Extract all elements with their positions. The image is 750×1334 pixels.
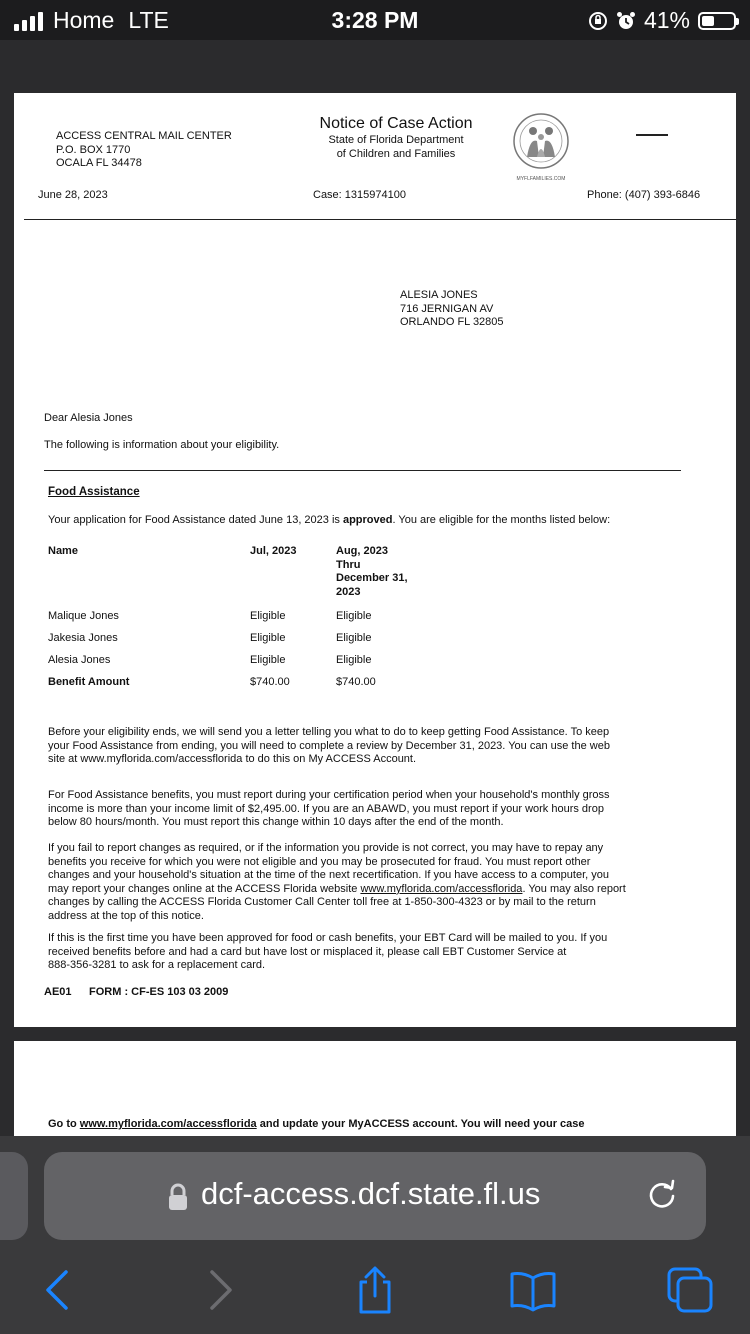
sender-line: ACCESS CENTRAL MAIL CENTER — [56, 130, 232, 142]
form-id: FORM : CF-ES 103 03 2009 — [89, 986, 229, 998]
row-name: Jakesia Jones — [48, 632, 118, 644]
para-line: address at the top of this notice. — [48, 909, 204, 922]
header-dash — [636, 134, 668, 136]
ebt-card-paragraph — [48, 932, 607, 973]
para-line: benefits you receive for which you were not eligible and you may be prosecuted for fraud. You must report other — [48, 855, 591, 868]
network-label: LTE — [128, 7, 169, 33]
para-line: If this is the first time you have been approved for food or cash benefits, your EBT Card will be mailed to you. If you — [48, 932, 608, 944]
notice-header — [304, 114, 488, 161]
approval-before: Your application for Food Assistance dated June 13, 2023 is — [48, 514, 343, 526]
col-header-line: 2023 — [336, 585, 361, 598]
para-text: may report your changes online at the ACCESS Florida website — [48, 882, 361, 895]
forward-icon[interactable] — [196, 1266, 244, 1314]
form-code: AE01 — [44, 986, 72, 998]
lock-icon — [168, 1183, 188, 1211]
para-text: . You may also report — [522, 882, 626, 895]
col-header-line: Thru — [336, 558, 361, 571]
row-aug: Eligible — [336, 610, 372, 622]
row-aug: Eligible — [336, 654, 372, 666]
fraud-warning-paragraph — [48, 842, 626, 924]
col-header-aug — [336, 545, 408, 599]
approval-status: approved — [342, 514, 393, 526]
url-text: dcf-access.dcf.state.fl.us — [201, 1176, 541, 1211]
row-name: Malique Jones — [48, 610, 119, 622]
para-line: If you fail to report changes as required, or if the information you provide is not correct, you may have to repay any — [48, 842, 604, 854]
back-icon[interactable] — [34, 1266, 82, 1314]
greeting: Dear Alesia Jones — [44, 412, 133, 424]
page2-text-after: and update your MyACCESS account. You will need your case — [256, 1118, 585, 1130]
row-jul: Eligible — [250, 610, 286, 622]
dcf-seal-logo — [506, 111, 576, 182]
address-field[interactable] — [44, 1152, 706, 1240]
page2-text — [48, 1118, 585, 1132]
para-line: income is more than your income limit of $2,495.00. If you are an ABAWD, you must report if your work hours drop — [48, 802, 604, 815]
reload-icon[interactable] — [644, 1176, 680, 1212]
page2-text-before: Go to — [48, 1118, 80, 1130]
row-jul: Eligible — [250, 654, 286, 666]
logo-caption: MYFLFAMILIES.COM — [516, 175, 566, 182]
notice-date: June 28, 2023 — [38, 189, 108, 201]
status-bar — [0, 0, 750, 40]
notice-title: Notice of Case Action — [319, 115, 473, 132]
col-header-name: Name — [48, 545, 78, 557]
col-header-line: December 31, — [336, 572, 408, 585]
para-line: changes by calling the ACCESS Florida Customer Call Center toll free at 1-850-300-4323 or by mail to the return — [48, 896, 596, 909]
para-line: below 80 hours/month. You must report this change within 10 days after the end of the month. — [48, 816, 504, 829]
income-reporting-paragraph — [48, 789, 610, 830]
accessflorida-link[interactable]: www.myflorida.com/accessflorida — [360, 882, 523, 895]
recipient-line: 716 JERNIGAN AV — [400, 302, 494, 315]
para-line: received benefits before and had a card but have lost or misplaced it, please call EBT Customer Service at — [48, 945, 567, 958]
bookmarks-icon[interactable] — [509, 1266, 557, 1314]
para-line: changes and your household's situation at the time of the next recertification. If you have access to a computer, you — [48, 869, 609, 882]
para-line: Before your eligibility ends, we will send you a letter telling you what to do to keep getting Food Assistance. To keep — [48, 726, 610, 738]
benefit-jul: $740.00 — [250, 676, 290, 688]
benefit-aug: $740.00 — [336, 676, 376, 688]
previous-tab-preview[interactable] — [0, 1152, 28, 1240]
approval-text — [48, 514, 610, 528]
recipient-line: ALESIA JONES — [400, 289, 478, 301]
renewal-paragraph — [48, 726, 610, 767]
para-line: For Food Assistance benefits, you must report during your certification period when your household's monthly gross — [48, 789, 610, 801]
document-page-1 — [14, 93, 736, 1027]
sender-line: P.O. BOX 1770 — [56, 143, 131, 156]
para-line: 888-356-3281 to ask for a replacement card. — [48, 959, 266, 972]
section-divider — [44, 470, 681, 471]
share-icon[interactable] — [351, 1266, 399, 1314]
carrier-label: Home — [53, 7, 115, 33]
agency-line: State of Florida Department — [328, 134, 464, 146]
col-header-jul: Jul, 2023 — [250, 545, 297, 557]
para-line — [48, 883, 626, 897]
benefit-label: Benefit Amount — [48, 676, 130, 688]
recipient-address — [400, 289, 504, 330]
case-number: Case: 1315974100 — [313, 189, 406, 201]
row-jul: Eligible — [250, 632, 286, 644]
page2-link[interactable]: www.myflorida.com/accessflorida — [79, 1118, 257, 1130]
header-divider — [24, 219, 736, 220]
battery-icon — [698, 12, 736, 30]
approval-after: . You are eligible for the months listed below: — [392, 514, 611, 526]
phone-number: Phone: (407) 393-6846 — [587, 189, 701, 201]
battery-percent: 41% — [643, 7, 690, 33]
tabs-icon[interactable] — [666, 1266, 714, 1314]
section-title: Food Assistance — [48, 486, 140, 498]
seal-icon — [506, 111, 576, 171]
agency-line: of Children and Families — [336, 147, 456, 160]
status-right — [588, 7, 736, 34]
browser-toolbar — [0, 1254, 750, 1334]
row-name: Alesia Jones — [48, 654, 111, 666]
document-page-2 — [14, 1041, 736, 1141]
sender-line: OCALA FL 34478 — [56, 157, 142, 170]
para-line: site at www.myflorida.com/accessflorida to do this on My ACCESS Account. — [48, 753, 417, 766]
clock: 3:28 PM — [331, 7, 419, 33]
alarm-icon — [616, 11, 636, 31]
sender-address — [56, 130, 232, 171]
recipient-line: ORLANDO FL 32805 — [400, 316, 504, 329]
col-header-line: Aug, 2023 — [336, 545, 388, 557]
para-line: your Food Assistance from ending, you will need to complete a review by December 31, 2023. You can use the web — [48, 739, 610, 752]
orientation-lock-icon — [588, 11, 608, 31]
intro-text: The following is information about your eligibility. — [44, 439, 280, 451]
row-aug: Eligible — [336, 632, 372, 644]
